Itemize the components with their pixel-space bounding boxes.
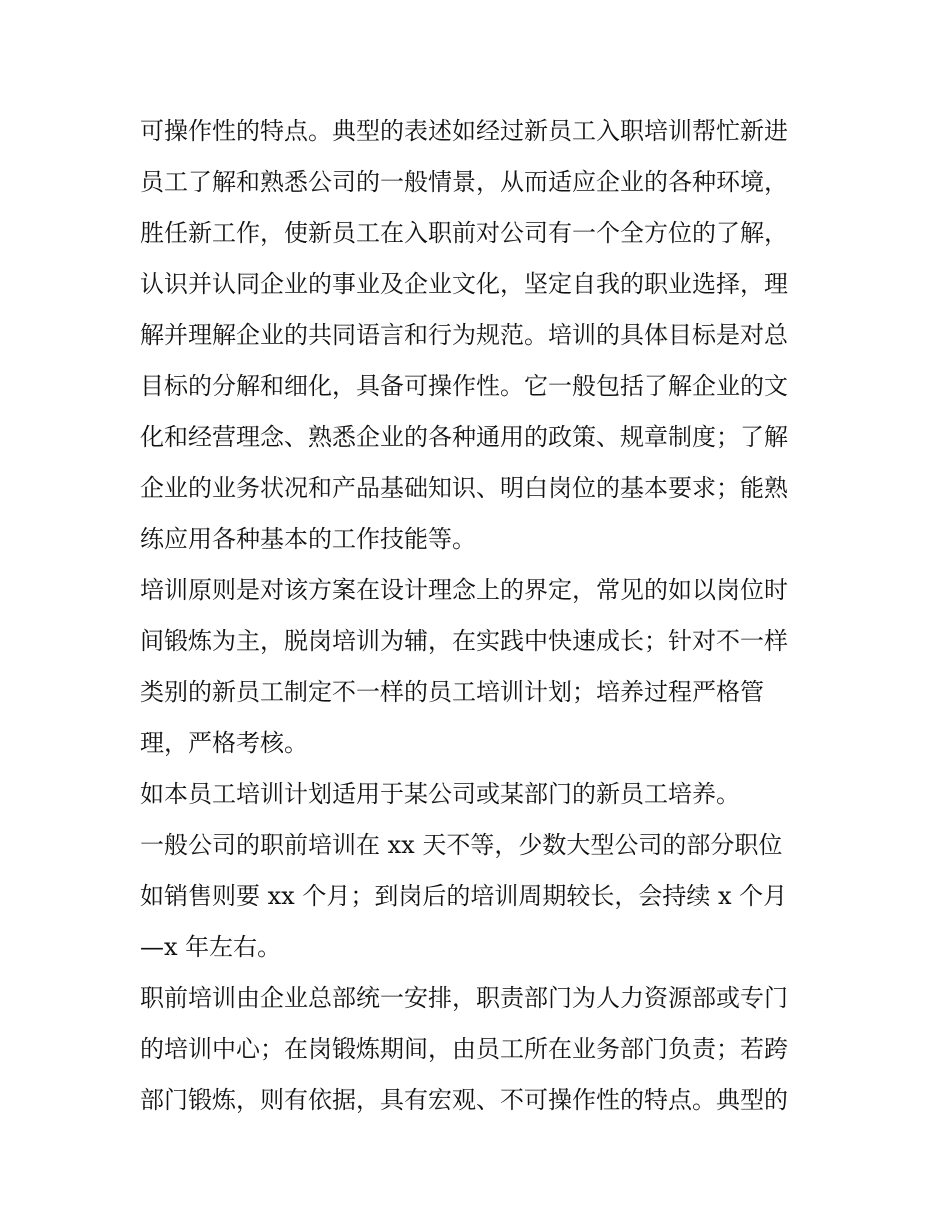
text-line: 如销售则要 xx 个月；到岗后的培训周期较长，会持续 x 个月: [140, 882, 788, 910]
text-line: 目标的分解和细化，具备可操作性。它一般包括了解企业的文: [140, 372, 788, 400]
paragraph: [140, 820, 820, 973]
text-line: 解并理解企业的共同语言和行为规范。培训的具体目标是对总: [140, 321, 788, 349]
text-line: 类别的新员工制定不一样的员工培训计划；培养过程严格管: [140, 678, 764, 706]
paragraph: [140, 565, 820, 769]
text-line: 一般公司的职前培训在 xx 天不等，少数大型公司的部分职位: [140, 831, 783, 859]
text-line: —x 年左右。: [140, 933, 282, 961]
paragraph: [140, 106, 820, 565]
text-line: 职前培训由企业总部统一安排，职责部门为人力资源部或专门: [140, 984, 788, 1012]
text-line: 化和经营理念、熟悉企业的各种通用的政策、规章制度；了解: [140, 423, 788, 451]
text-line: 的培训中心；在岗锻炼期间，由员工所在业务部门负责；若跨: [140, 1035, 788, 1063]
text-line: 理，严格考核。: [140, 729, 308, 757]
text-line: 部门锻炼，则有依据，具有宏观、不可操作性的特点。典型的: [140, 1086, 788, 1114]
paragraph: [140, 769, 820, 820]
text-line: 培训原则是对该方案在设计理念上的界定，常见的如以岗位时: [140, 576, 788, 604]
text-line: 员工了解和熟悉公司的一般情景，从而适应企业的各种环境，: [140, 168, 788, 196]
document-body: [140, 106, 820, 1126]
text-line: 胜任新工作，使新员工在入职前对公司有一个全方位的了解，: [140, 219, 788, 247]
text-line: 如本员工培训计划适用于某公司或某部门的新员工培养。: [140, 780, 740, 808]
text-line: 可操作性的特点。典型的表述如经过新员工入职培训帮忙新进: [140, 117, 788, 145]
text-line: 间锻炼为主，脱岗培训为辅，在实践中快速成长；针对不一样: [140, 627, 788, 655]
text-line: 认识并认同企业的事业及企业文化，坚定自我的职业选择，理: [140, 270, 788, 298]
paragraph: [140, 973, 820, 1126]
text-line: 练应用各种基本的工作技能等。: [140, 525, 476, 553]
text-line: 企业的业务状况和产品基础知识、明白岗位的基本要求；能熟: [140, 474, 788, 502]
